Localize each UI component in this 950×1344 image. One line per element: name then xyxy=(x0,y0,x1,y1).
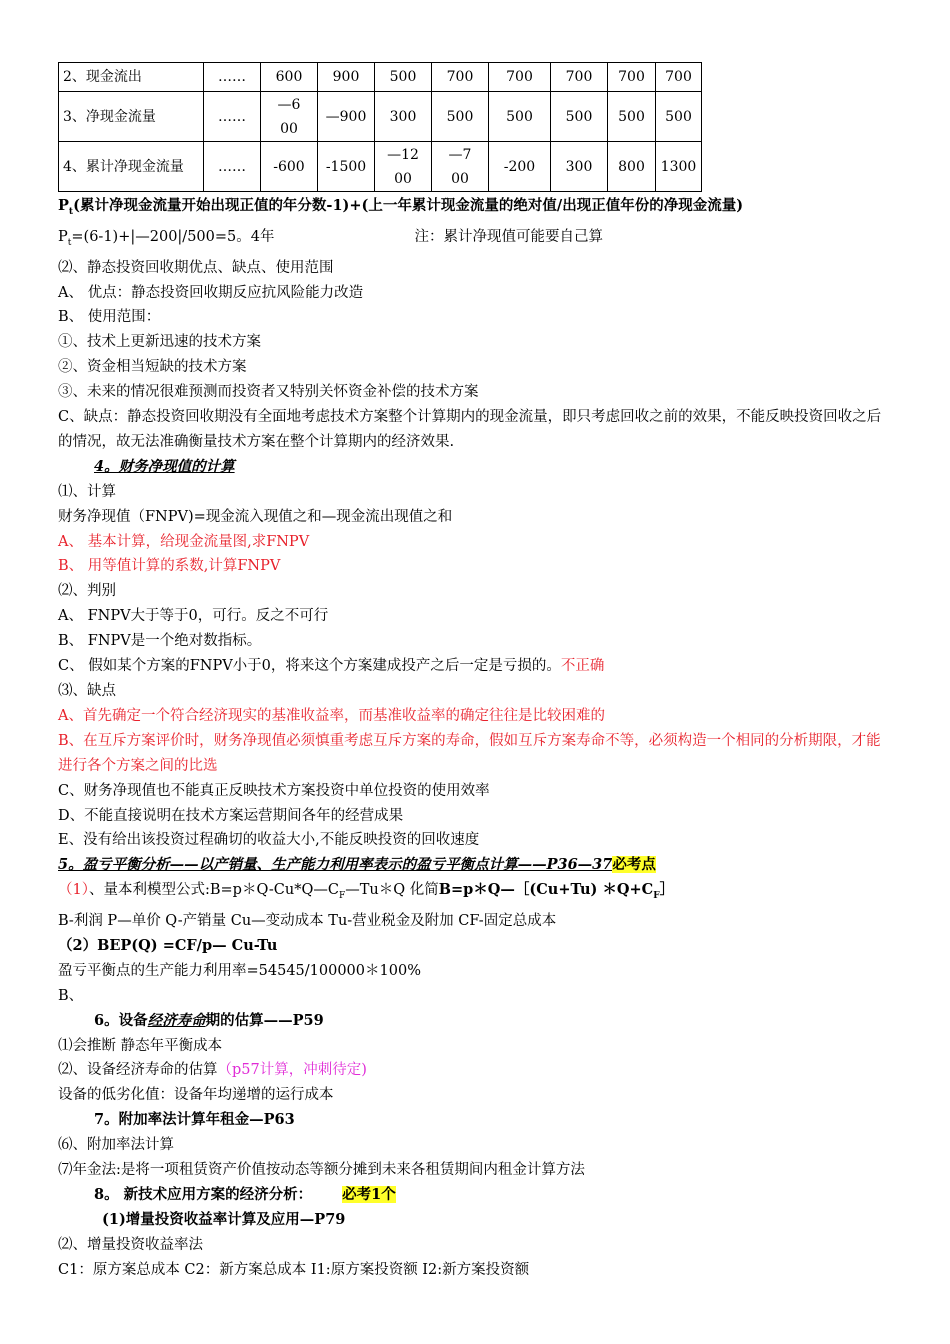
s4-judge-a: A、 FNPV大于等于0，可行。反之不可行 xyxy=(58,608,329,625)
table-cell: —600 xyxy=(261,92,318,142)
table-cell: 800 xyxy=(608,142,656,192)
s4-disadvantage-d: D、不能直接说明在技术方案运营期间各年的经营成果 xyxy=(58,807,404,824)
s7-item-6: ⑹、附加率法计算 xyxy=(58,1137,174,1154)
table-cell: 500 xyxy=(375,63,432,92)
s4-judge-heading: ⑵、判别 xyxy=(58,583,116,600)
table-cell: 500 xyxy=(551,92,608,142)
section-6-title: 6。设备经济寿命期的估算——P59 xyxy=(94,1011,324,1029)
table-cell: 600 xyxy=(261,63,318,92)
table-cell: 500 xyxy=(608,92,656,142)
s4-judge-b: B、 FNPV是一个绝对数指标。 xyxy=(58,633,262,650)
s4-fnpv-formula: 财务净现值（FNPV)=现金流入现值之和—现金流出现值之和 xyxy=(58,508,453,525)
s4-basic-calc: A、 基本计算，给现金流量图,求FNPV xyxy=(58,533,310,550)
s6-item-3: 设备的低劣化值：设备年均递增的运行成本 xyxy=(58,1087,334,1104)
table-cell: 700 xyxy=(489,63,551,92)
s8-item-2: ⑵、增量投资收益率法 xyxy=(58,1236,203,1253)
s6-pink-note: （p57计算，冲刺待定) xyxy=(217,1062,367,1079)
s2-scope: B、 使用范围： xyxy=(58,309,161,326)
pt-note: 注：累计净现值可能要自己算 xyxy=(414,228,603,245)
s4-equivalent-calc: B、 用等值计算的系数,计算FNPV xyxy=(58,558,281,575)
s6-item-1: ⑴会推断 静态年平衡成本 xyxy=(58,1037,223,1054)
s2-scope-3: ③、未来的情况很难预测而投资者又特别关怀资金补偿的技术方案 xyxy=(58,384,479,401)
s4-calc-heading: ⑴、计算 xyxy=(58,483,116,500)
table-cell: 700 xyxy=(432,63,489,92)
section-8-title: 8。 新技术应用方案的经济分析： 必考1个 xyxy=(94,1186,396,1204)
table-cell: 700 xyxy=(656,63,702,92)
table-cell: -1500 xyxy=(318,142,375,192)
table-cell: 500 xyxy=(489,92,551,142)
s8-variables: C1：原方案总成本 C2：新方案总成本 I1:原方案投资额 I2:新方案投资额 xyxy=(58,1261,530,1278)
table-cell: 500 xyxy=(656,92,702,142)
s2-scope-2: ②、资金相当短缺的技术方案 xyxy=(58,359,247,376)
table-cell: 300 xyxy=(375,92,432,142)
table-cell: 1300 xyxy=(656,142,702,192)
table-cell: —900 xyxy=(318,92,375,142)
table-cell: …… xyxy=(204,92,261,142)
s4-disadvantage-c: C、财务净现值也不能真正反映技术方案投资中单位投资的使用效率 xyxy=(58,782,490,799)
pt-calculation: $P_t=(6-1)+|—200|/500=5$。4年 注：累计净现值可能要自己算 xyxy=(58,228,603,248)
s7-item-7: ⑺年金法:是将一项租赁资产价值按动态等额分摊到未来各租赁期间内租金计算方法 xyxy=(58,1162,585,1179)
cash-flow-table xyxy=(58,62,702,192)
s5-variables: B-利润 P—单价 Q-产销量 Cu—变动成本 Tu-营业税金及附加 CF-固定总成本 xyxy=(58,913,557,930)
s4-disadvantage-a: A、首先确定一个符合经济现实的基准收益率，而基准收益率的确定往往是比较困难的 xyxy=(58,707,605,724)
table-row-net-cash-flow xyxy=(59,92,702,142)
s6-item-2: ⑵、设备经济寿命的估算（p57计算，冲刺待定) xyxy=(58,1062,367,1079)
must-test-badge: 必考点 xyxy=(612,856,656,874)
section-5-title: 5。盈亏平衡分析——以产销量、生产能力利用率表示的盈亏平衡点计算——P36—37必考点 xyxy=(58,856,656,874)
s2-scope-1: ①、技术上更新迅速的技术方案 xyxy=(58,334,261,351)
table-cell: —700 xyxy=(432,142,489,192)
s2-title: ⑵、静态投资回收期优点、缺点、使用范围 xyxy=(58,259,334,276)
s2-advantage: A、 优点：静态投资回收期反应抗风险能力改造 xyxy=(58,284,364,301)
table-row-cumulative-net-cash-flow xyxy=(59,142,702,192)
row-label: 3、净现金流量 xyxy=(59,92,204,142)
s4-disadvantage-b: B、在互斥方案评价时，财务净现值必须慎重考虑互斥方案的寿命，假如互斥方案寿命不等，必须构造一个相同的分析期限，才能进行各个方案之间的比选 xyxy=(58,732,881,774)
table-cell: 500 xyxy=(432,92,489,142)
s4-disadvantage-heading: ⑶、缺点 xyxy=(58,683,116,699)
table-cell: …… xyxy=(204,142,261,192)
row-label: 2、现金流出 xyxy=(59,63,204,92)
s8-item-1: (1)增量投资收益率计算及应用—P79 xyxy=(102,1210,346,1228)
table-cell: -600 xyxy=(261,142,318,192)
table-row-cash-outflow xyxy=(59,63,702,92)
must-test-one-badge: 必考1个 xyxy=(342,1186,396,1204)
table-cell: 900 xyxy=(318,63,375,92)
section-4-title: 4。财务净现值的计算 xyxy=(94,457,235,475)
table-cell: —1200 xyxy=(375,142,432,192)
table-cell: …… xyxy=(204,63,261,92)
row-label: 4、累计净现金流量 xyxy=(59,142,204,192)
table-cell: 700 xyxy=(551,63,608,92)
table-cell: -200 xyxy=(489,142,551,192)
s4-judge-c: C、 假如某个方案的FNPV小于0，将来这个方案建成投产之后一定是亏损的。不正确 xyxy=(58,658,605,675)
s4-disadvantage-e: E、没有给出该投资过程确切的收益大小,不能反映投资的回收速度 xyxy=(58,832,480,849)
s5-capacity-rate: 盈亏平衡点的生产能力利用率=54545/100000＊100% xyxy=(58,962,421,979)
table-cell: 700 xyxy=(608,63,656,92)
incorrect-note: 不正确 xyxy=(560,658,605,675)
section-7-title: 7。附加率法计算年租金—P63 xyxy=(94,1111,295,1129)
table-cell: 300 xyxy=(551,142,608,192)
pt-definition: $P_t$(累计净现金流量开始出现正值的年分数-1)+(上一年累计现金流量的绝对值/出现正值年份的净现金流量) xyxy=(58,197,744,217)
s2-disadvantage: C、缺点：静态投资回收期没有全面地考虑技术方案整个计算期内的现金流量，即只考虑回收之前的效果，不能反映投资回收之后的情况，故无法准确衡量技术方案在整个计算期内的经济效果. xyxy=(58,409,882,450)
s5-profit-model: （1）、量本利模型公式$:B=p*Q-Cu*Q—C_F—Tu*Q$ 化简B=p＊Q—［(Cu+Tu) $*Q+C_F]$ xyxy=(58,881,675,902)
s5-bep-formula: （2）BEP(Q) =CF/p— Cu-Tu xyxy=(58,936,278,954)
s5-b: B、 xyxy=(58,987,84,1004)
document-page xyxy=(58,62,894,1283)
